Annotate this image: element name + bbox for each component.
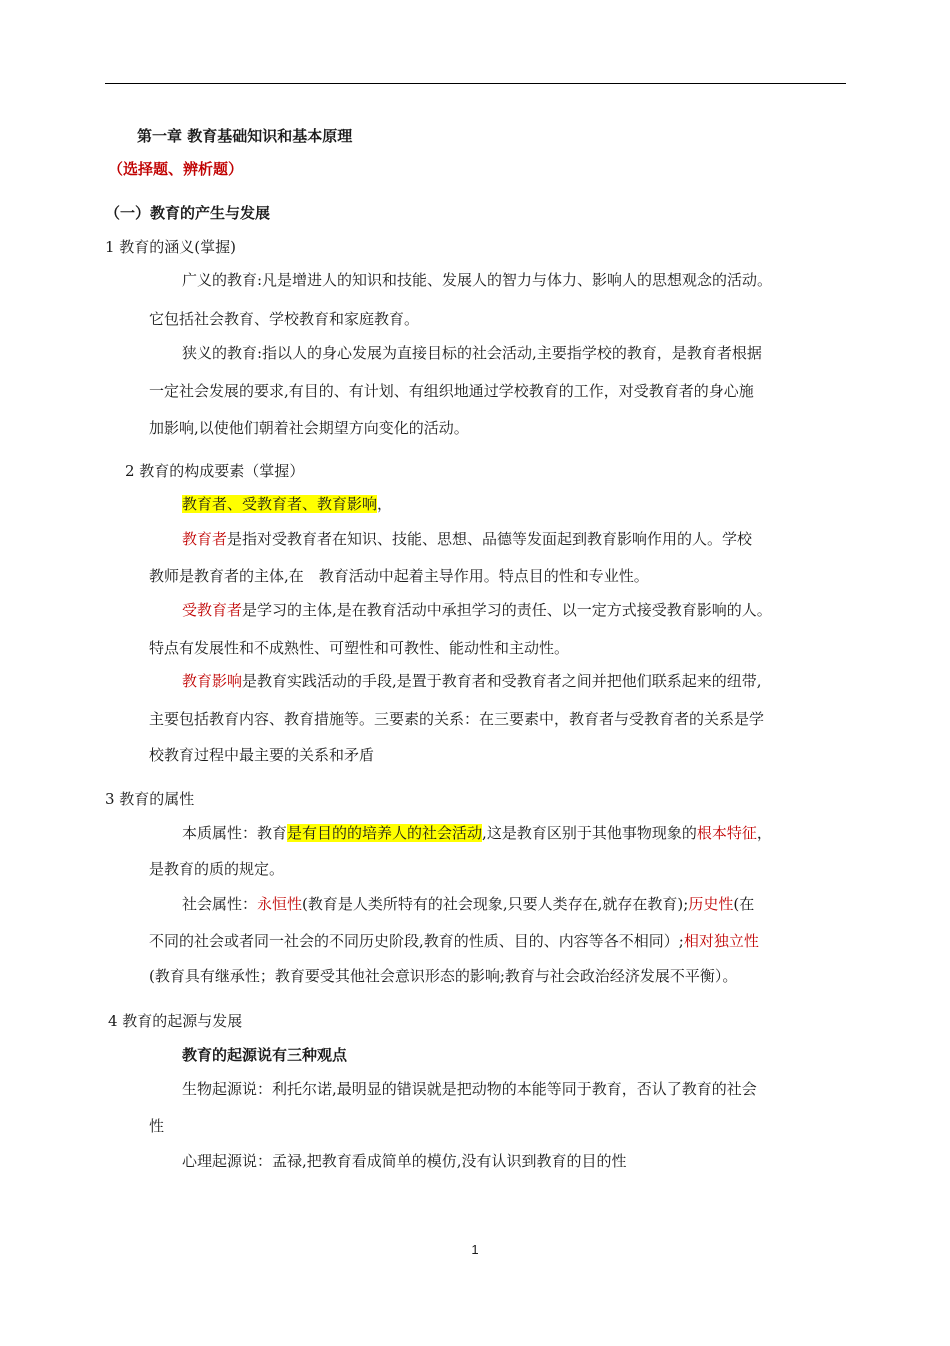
header-rule (105, 83, 846, 84)
educator-text: 是指对受教育者在知识、技能、思想、品德等发面起到教育影响作用的人。学校 (227, 530, 753, 548)
educatee-line2: 特点有发展性和不成熟性、可塑性和可教性、能动性和主动性。 (149, 639, 570, 657)
essence-red-term: 根本特征 (696, 824, 757, 842)
influence-line3: 校教育过程中最主要的关系和矛盾 (149, 746, 375, 764)
essence-line1 (182, 823, 772, 843)
broad-education-line2: 它包括社会教育、学校教育和家庭教育。 (149, 310, 420, 328)
social-line3: (教育具有继承性；教育要受其他社会意识形态的影响;教育与社会政治经济发展不平衡）。 (149, 967, 738, 985)
educatee-text: 是学习的主体,是在教育活动中承担学习的责任、以一定方式接受教育影响的人。 (242, 601, 772, 619)
section-heading: （一）教育的产生与发展 (105, 204, 271, 222)
essence-line2: 是教育的质的规定。 (149, 860, 285, 878)
item2-title: 2 教育的构成要素（掌握） (125, 462, 305, 480)
page-number: 1 (471, 1242, 479, 1257)
narrow-education-line2: 一定社会发展的要求,有目的、有计划、有组织地通过学校教育的工作，对受教育者的身心施 (149, 382, 754, 400)
social-desc-eternal: (教育是人类所特有的社会现象,只要人类存在,就存在教育); (302, 895, 689, 913)
essence-highlight-1: 是有目的的培养人的 (287, 824, 423, 842)
educatee-line1 (182, 600, 772, 620)
influence-line2: 主要包括教育内容、教育措施等。三要素的关系：在三要素中，教育者与受教育者的关系是学 (149, 710, 765, 728)
essence-end: ， (756, 824, 772, 842)
essence-highlight-2: 社会活动 (422, 824, 483, 842)
educatee-term: 受教育者 (182, 601, 243, 619)
item4-title: 4 教育的起源与发展 (108, 1012, 243, 1030)
educator-line1 (182, 529, 752, 549)
social-term-eternal: 永恒性 (257, 895, 303, 913)
essence-prefix: 本质属性：教育 (182, 824, 288, 842)
biological-origin-line1: 生物起源说：利托尔诺,最明显的错误就是把动物的本能等同于教育，否认了教育的社会 (182, 1080, 757, 1098)
influence-text: 是教育实践活动的手段,是置于教育者和受教育者之间并把他们联系起来的纽带, (242, 672, 762, 690)
social-prefix: 社会属性： (182, 895, 258, 913)
narrow-education-line1: 狭义的教育:指以人的身心发展为直接目标的社会活动,主要指学校的教育，是教育者根据 (182, 344, 762, 362)
social-line2 (149, 931, 759, 951)
social-term-independence: 相对独立性 (683, 932, 759, 950)
influence-term: 教育影响 (182, 672, 243, 690)
item3-title: 3 教育的属性 (105, 790, 195, 808)
educator-line2: 教师是教育者的主体,在 教育活动中起着主导作用。特点目的性和专业性。 (149, 567, 649, 585)
narrow-education-line3: 加影响,以使他们朝着社会期望方向变化的活动。 (149, 419, 469, 437)
influence-line1 (182, 671, 762, 691)
item1-title: 1 教育的涵义(掌握) (105, 238, 237, 256)
biological-origin-line2: 性 (149, 1117, 165, 1135)
social-term-historical: 历史性 (688, 895, 734, 913)
broad-education-line1: 广义的教育:凡是增进人的知识和技能、发展人的智力与体力、影响人的思想观念的活动。 (182, 271, 773, 289)
elements-comma: ， (377, 495, 393, 513)
social-desc-historical-start: (在 (733, 895, 755, 913)
elements-line (182, 494, 392, 514)
question-types: （选择题、辨析题） (108, 160, 244, 178)
social-line1 (182, 894, 754, 914)
elements-highlight: 教育者、受教育者、教育影响 (182, 495, 378, 513)
psychological-origin-line: 心理起源说：孟禄,把教育看成简单的模仿,没有认识到教育的目的性 (182, 1152, 627, 1170)
educator-term: 教育者 (182, 530, 228, 548)
origin-subheading: 教育的起源说有三种观点 (182, 1046, 348, 1064)
essence-middle: ,这是教育区别于其他事物现象的 (482, 824, 697, 842)
social-desc-historical: 不同的社会或者同一社会的不同历史阶段,教育的性质、目的、内容等各不相同）; (149, 932, 684, 950)
chapter-title: 第一章 教育基础知识和基本原理 (137, 127, 353, 145)
